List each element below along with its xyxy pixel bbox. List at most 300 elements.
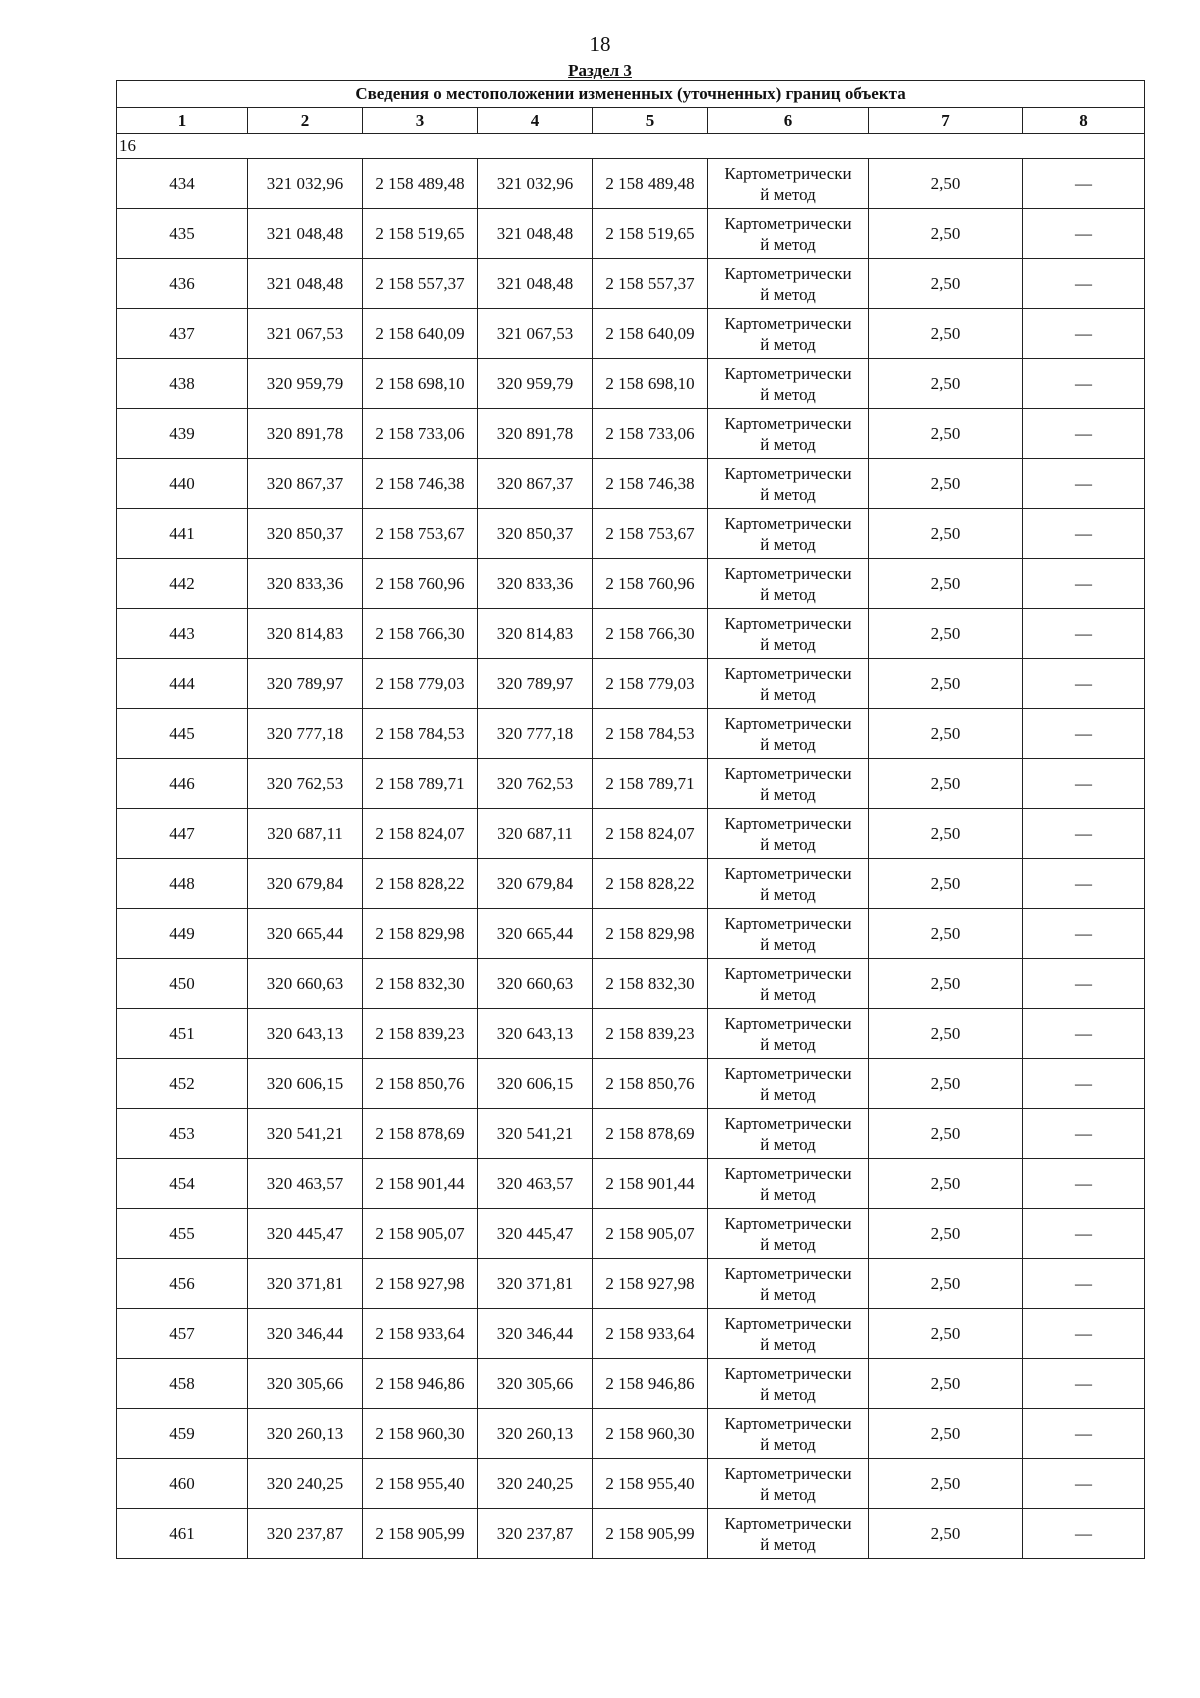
method-line-2: й метод <box>760 284 816 304</box>
cell-y2: 2 158 640,09 <box>593 309 708 359</box>
cell-x1: 320 891,78 <box>248 409 363 459</box>
cell-note: — <box>1023 1509 1145 1559</box>
method-line-1: Картометрически <box>724 413 852 433</box>
cell-n: 453 <box>117 1109 248 1159</box>
method-line-1: Картометрически <box>724 1413 852 1433</box>
cell-method <box>708 209 869 259</box>
table-row <box>117 1059 1145 1109</box>
method-line-1: Картометрически <box>724 463 852 483</box>
table-row <box>117 559 1145 609</box>
cell-n: 446 <box>117 759 248 809</box>
method-line-2: й метод <box>760 734 816 754</box>
cell-y2: 2 158 519,65 <box>593 209 708 259</box>
cell-y1: 2 158 698,10 <box>363 359 478 409</box>
cell-accuracy: 2,50 <box>869 409 1023 459</box>
cell-y2: 2 158 557,37 <box>593 259 708 309</box>
cell-n: 459 <box>117 1409 248 1459</box>
table-row <box>117 259 1145 309</box>
table-row <box>117 1159 1145 1209</box>
cell-x1: 320 777,18 <box>248 709 363 759</box>
cell-y2: 2 158 760,96 <box>593 559 708 609</box>
cell-y1: 2 158 784,53 <box>363 709 478 759</box>
column-number: 5 <box>593 108 708 134</box>
cell-y2: 2 158 946,86 <box>593 1359 708 1409</box>
cell-method <box>708 809 869 859</box>
table-row <box>117 609 1145 659</box>
cell-y2: 2 158 832,30 <box>593 959 708 1009</box>
cell-x2: 320 260,13 <box>478 1409 593 1459</box>
cell-n: 440 <box>117 459 248 509</box>
cell-accuracy: 2,50 <box>869 1459 1023 1509</box>
method-line-2: й метод <box>760 784 816 804</box>
method-line-1: Картометрически <box>724 563 852 583</box>
cell-note: — <box>1023 409 1145 459</box>
cell-n: 444 <box>117 659 248 709</box>
table-row <box>117 809 1145 859</box>
table-row <box>117 359 1145 409</box>
cell-x1: 321 067,53 <box>248 309 363 359</box>
cell-method <box>708 859 869 909</box>
cell-n: 447 <box>117 809 248 859</box>
method-line-2: й метод <box>760 184 816 204</box>
method-line-2: й метод <box>760 1484 816 1504</box>
cell-x1: 320 371,81 <box>248 1259 363 1309</box>
method-line-2: й метод <box>760 684 816 704</box>
cell-accuracy: 2,50 <box>869 1009 1023 1059</box>
cell-n: 434 <box>117 159 248 209</box>
cell-x2: 320 445,47 <box>478 1209 593 1259</box>
table-row <box>117 959 1145 1009</box>
cell-note: — <box>1023 259 1145 309</box>
method-line-1: Картометрически <box>724 613 852 633</box>
method-line-2: й метод <box>760 934 816 954</box>
cell-n: 443 <box>117 609 248 659</box>
cell-accuracy: 2,50 <box>869 159 1023 209</box>
cell-accuracy: 2,50 <box>869 909 1023 959</box>
cell-x2: 320 237,87 <box>478 1509 593 1559</box>
method-line-2: й метод <box>760 234 816 254</box>
table-row <box>117 1409 1145 1459</box>
cell-y1: 2 158 933,64 <box>363 1309 478 1359</box>
cell-method <box>708 459 869 509</box>
method-line-1: Картометрически <box>724 1363 852 1383</box>
cell-note: — <box>1023 359 1145 409</box>
cell-n: 460 <box>117 1459 248 1509</box>
cell-n: 448 <box>117 859 248 909</box>
cell-note: — <box>1023 859 1145 909</box>
table-row <box>117 159 1145 209</box>
cell-x1: 320 867,37 <box>248 459 363 509</box>
cell-x2: 320 643,13 <box>478 1009 593 1059</box>
cell-note: — <box>1023 1209 1145 1259</box>
method-line-1: Картометрически <box>724 1263 852 1283</box>
cell-y2: 2 158 933,64 <box>593 1309 708 1359</box>
table-row <box>117 1459 1145 1509</box>
cell-note: — <box>1023 909 1145 959</box>
cell-y1: 2 158 519,65 <box>363 209 478 259</box>
table-caption: Сведения о местоположении измененных (уточненных) границ объекта <box>117 81 1145 108</box>
cell-x1: 320 789,97 <box>248 659 363 709</box>
method-line-2: й метод <box>760 384 816 404</box>
table-row <box>117 759 1145 809</box>
cell-x1: 320 237,87 <box>248 1509 363 1559</box>
boundary-table <box>116 80 1145 1559</box>
cell-method <box>708 359 869 409</box>
table-row <box>117 509 1145 559</box>
cell-n: 435 <box>117 209 248 259</box>
cell-x2: 320 789,97 <box>478 659 593 709</box>
cell-method <box>708 559 869 609</box>
cell-note: — <box>1023 1359 1145 1409</box>
cell-x2: 320 833,36 <box>478 559 593 609</box>
method-line-1: Картометрически <box>724 713 852 733</box>
method-line-2: й метод <box>760 484 816 504</box>
cell-y2: 2 158 955,40 <box>593 1459 708 1509</box>
table-row <box>117 1509 1145 1559</box>
method-line-1: Картометрически <box>724 1513 852 1533</box>
method-line-1: Картометрически <box>724 1313 852 1333</box>
method-line-1: Картометрически <box>724 813 852 833</box>
method-line-1: Картометрически <box>724 1113 852 1133</box>
cell-n: 439 <box>117 409 248 459</box>
method-line-2: й метод <box>760 1534 816 1554</box>
cell-note: — <box>1023 309 1145 359</box>
table-row <box>117 909 1145 959</box>
cell-note: — <box>1023 209 1145 259</box>
cell-n: 445 <box>117 709 248 759</box>
page-number: 18 <box>589 32 611 56</box>
method-line-2: й метод <box>760 1034 816 1054</box>
cell-method <box>708 1509 869 1559</box>
cell-n: 442 <box>117 559 248 609</box>
cell-x1: 320 959,79 <box>248 359 363 409</box>
cell-note: — <box>1023 1059 1145 1109</box>
method-line-2: й метод <box>760 1334 816 1354</box>
cell-y2: 2 158 698,10 <box>593 359 708 409</box>
cell-x1: 320 850,37 <box>248 509 363 559</box>
cell-y1: 2 158 905,07 <box>363 1209 478 1259</box>
method-line-2: й метод <box>760 984 816 1004</box>
table-row <box>117 459 1145 509</box>
cell-x2: 320 665,44 <box>478 909 593 959</box>
method-line-1: Картометрически <box>724 313 852 333</box>
cell-x1: 320 814,83 <box>248 609 363 659</box>
cell-y1: 2 158 905,99 <box>363 1509 478 1559</box>
cell-n: 454 <box>117 1159 248 1209</box>
cell-y2: 2 158 733,06 <box>593 409 708 459</box>
column-number: 7 <box>869 108 1023 134</box>
cell-x2: 321 048,48 <box>478 259 593 309</box>
cell-n: 455 <box>117 1209 248 1259</box>
cell-x1: 320 833,36 <box>248 559 363 609</box>
cell-method <box>708 659 869 709</box>
cell-y1: 2 158 901,44 <box>363 1159 478 1209</box>
cell-method <box>708 1009 869 1059</box>
cell-y1: 2 158 828,22 <box>363 859 478 909</box>
cell-note: — <box>1023 659 1145 709</box>
method-line-1: Картометрически <box>724 763 852 783</box>
cell-note: — <box>1023 759 1145 809</box>
cell-y1: 2 158 955,40 <box>363 1459 478 1509</box>
cell-x2: 320 850,37 <box>478 509 593 559</box>
cell-x2: 320 305,66 <box>478 1359 593 1409</box>
cell-y1: 2 158 878,69 <box>363 1109 478 1159</box>
cell-y1: 2 158 746,38 <box>363 459 478 509</box>
cell-accuracy: 2,50 <box>869 1509 1023 1559</box>
cell-y2: 2 158 905,99 <box>593 1509 708 1559</box>
cell-method <box>708 259 869 309</box>
column-number-row <box>117 108 1145 134</box>
cell-x2: 320 463,57 <box>478 1159 593 1209</box>
cell-y1: 2 158 640,09 <box>363 309 478 359</box>
method-line-2: й метод <box>760 1084 816 1104</box>
cell-y1: 2 158 850,76 <box>363 1059 478 1109</box>
cell-accuracy: 2,50 <box>869 1359 1023 1409</box>
cell-y2: 2 158 824,07 <box>593 809 708 859</box>
cell-x1: 320 606,15 <box>248 1059 363 1109</box>
cell-x1: 320 643,13 <box>248 1009 363 1059</box>
cell-x2: 320 867,37 <box>478 459 593 509</box>
cell-n: 452 <box>117 1059 248 1109</box>
cell-x1: 320 762,53 <box>248 759 363 809</box>
cell-x2: 320 891,78 <box>478 409 593 459</box>
cell-method <box>708 909 869 959</box>
cell-x1: 320 541,21 <box>248 1109 363 1159</box>
cell-y1: 2 158 733,06 <box>363 409 478 459</box>
cell-n: 449 <box>117 909 248 959</box>
cell-method <box>708 1409 869 1459</box>
method-line-2: й метод <box>760 534 816 554</box>
cell-y2: 2 158 905,07 <box>593 1209 708 1259</box>
cell-n: 441 <box>117 509 248 559</box>
cell-y2: 2 158 850,76 <box>593 1059 708 1109</box>
cell-y1: 2 158 760,96 <box>363 559 478 609</box>
cell-x2: 320 541,21 <box>478 1109 593 1159</box>
cell-method <box>708 1109 869 1159</box>
cell-x2: 320 371,81 <box>478 1259 593 1309</box>
cell-x1: 320 687,11 <box>248 809 363 859</box>
cell-x2: 321 048,48 <box>478 209 593 259</box>
column-number: 1 <box>117 108 248 134</box>
table-row <box>117 1209 1145 1259</box>
cell-x2: 320 660,63 <box>478 959 593 1009</box>
method-line-1: Картометрически <box>724 213 852 233</box>
cell-note: — <box>1023 1459 1145 1509</box>
cell-note: — <box>1023 609 1145 659</box>
method-line-2: й метод <box>760 1234 816 1254</box>
method-line-2: й метод <box>760 834 816 854</box>
cell-accuracy: 2,50 <box>869 1209 1023 1259</box>
table-row <box>117 1259 1145 1309</box>
method-line-1: Картометрически <box>724 263 852 283</box>
cell-accuracy: 2,50 <box>869 1109 1023 1159</box>
cell-y2: 2 158 489,48 <box>593 159 708 209</box>
cell-n: 456 <box>117 1259 248 1309</box>
cell-method <box>708 1309 869 1359</box>
cell-x2: 320 959,79 <box>478 359 593 409</box>
cell-y1: 2 158 839,23 <box>363 1009 478 1059</box>
cell-x1: 321 032,96 <box>248 159 363 209</box>
cell-accuracy: 2,50 <box>869 359 1023 409</box>
column-number: 2 <box>248 108 363 134</box>
cell-y1: 2 158 779,03 <box>363 659 478 709</box>
column-number: 6 <box>708 108 869 134</box>
cell-accuracy: 2,50 <box>869 1409 1023 1459</box>
cell-y1: 2 158 832,30 <box>363 959 478 1009</box>
cell-accuracy: 2,50 <box>869 709 1023 759</box>
cell-x2: 320 346,44 <box>478 1309 593 1359</box>
cell-y2: 2 158 878,69 <box>593 1109 708 1159</box>
table-row <box>117 709 1145 759</box>
cell-note: — <box>1023 809 1145 859</box>
cell-x2: 320 240,25 <box>478 1459 593 1509</box>
method-line-2: й метод <box>760 1384 816 1404</box>
method-line-2: й метод <box>760 334 816 354</box>
cell-y2: 2 158 779,03 <box>593 659 708 709</box>
cell-y1: 2 158 789,71 <box>363 759 478 809</box>
table-row <box>117 1009 1145 1059</box>
cell-accuracy: 2,50 <box>869 609 1023 659</box>
cell-method <box>708 309 869 359</box>
cell-y1: 2 158 960,30 <box>363 1409 478 1459</box>
method-line-1: Картометрически <box>724 1163 852 1183</box>
cell-note: — <box>1023 959 1145 1009</box>
cell-note: — <box>1023 1309 1145 1359</box>
cell-x2: 320 762,53 <box>478 759 593 809</box>
cell-method <box>708 159 869 209</box>
cell-accuracy: 2,50 <box>869 1159 1023 1209</box>
column-number: 4 <box>478 108 593 134</box>
cell-n: 437 <box>117 309 248 359</box>
cell-x1: 320 660,63 <box>248 959 363 1009</box>
cell-y2: 2 158 753,67 <box>593 509 708 559</box>
table-body <box>117 134 1145 1559</box>
cell-x2: 320 777,18 <box>478 709 593 759</box>
method-line-1: Картометрически <box>724 1013 852 1033</box>
cell-n: 457 <box>117 1309 248 1359</box>
cell-x1: 320 463,57 <box>248 1159 363 1209</box>
cell-note: — <box>1023 1159 1145 1209</box>
method-line-2: й метод <box>760 1134 816 1154</box>
cell-method <box>708 609 869 659</box>
cell-y1: 2 158 946,86 <box>363 1359 478 1409</box>
cell-y1: 2 158 557,37 <box>363 259 478 309</box>
section-title: Раздел 3 <box>568 61 632 80</box>
method-line-1: Картометрически <box>724 1063 852 1083</box>
cell-method <box>708 759 869 809</box>
method-line-2: й метод <box>760 1284 816 1304</box>
cell-y2: 2 158 960,30 <box>593 1409 708 1459</box>
cell-x1: 321 048,48 <box>248 209 363 259</box>
column-number: 3 <box>363 108 478 134</box>
cell-x1: 321 048,48 <box>248 259 363 309</box>
cell-y1: 2 158 824,07 <box>363 809 478 859</box>
cell-n: 458 <box>117 1359 248 1409</box>
cell-method <box>708 1359 869 1409</box>
cell-method <box>708 959 869 1009</box>
cell-x2: 321 032,96 <box>478 159 593 209</box>
method-line-1: Картометрически <box>724 1463 852 1483</box>
cell-accuracy: 2,50 <box>869 209 1023 259</box>
cell-x1: 320 445,47 <box>248 1209 363 1259</box>
cell-note: — <box>1023 459 1145 509</box>
cell-y2: 2 158 789,71 <box>593 759 708 809</box>
cell-x2: 320 687,11 <box>478 809 593 859</box>
cell-accuracy: 2,50 <box>869 309 1023 359</box>
cell-accuracy: 2,50 <box>869 859 1023 909</box>
cell-accuracy: 2,50 <box>869 659 1023 709</box>
cell-method <box>708 1159 869 1209</box>
table-row <box>117 209 1145 259</box>
cell-y1: 2 158 489,48 <box>363 159 478 209</box>
cell-note: — <box>1023 709 1145 759</box>
method-line-2: й метод <box>760 884 816 904</box>
method-line-2: й метод <box>760 634 816 654</box>
cell-y1: 2 158 753,67 <box>363 509 478 559</box>
cell-accuracy: 2,50 <box>869 559 1023 609</box>
cell-x1: 320 305,66 <box>248 1359 363 1409</box>
table-row <box>117 409 1145 459</box>
cell-x1: 320 260,13 <box>248 1409 363 1459</box>
cell-y2: 2 158 927,98 <box>593 1259 708 1309</box>
group-label: 16 <box>117 134 1145 159</box>
method-line-2: й метод <box>760 584 816 604</box>
method-line-1: Картометрически <box>724 863 852 883</box>
cell-accuracy: 2,50 <box>869 1259 1023 1309</box>
cell-y2: 2 158 784,53 <box>593 709 708 759</box>
cell-x1: 320 346,44 <box>248 1309 363 1359</box>
table-row <box>117 659 1145 709</box>
cell-accuracy: 2,50 <box>869 259 1023 309</box>
method-line-1: Картометрически <box>724 513 852 533</box>
cell-method <box>708 1459 869 1509</box>
table-row <box>117 1109 1145 1159</box>
cell-method <box>708 409 869 459</box>
cell-n: 461 <box>117 1509 248 1559</box>
cell-y1: 2 158 766,30 <box>363 609 478 659</box>
cell-y2: 2 158 839,23 <box>593 1009 708 1059</box>
cell-x1: 320 240,25 <box>248 1459 363 1509</box>
method-line-2: й метод <box>760 1184 816 1204</box>
cell-accuracy: 2,50 <box>869 1059 1023 1109</box>
cell-y2: 2 158 746,38 <box>593 459 708 509</box>
cell-y2: 2 158 766,30 <box>593 609 708 659</box>
method-line-1: Картометрически <box>724 963 852 983</box>
cell-method <box>708 709 869 759</box>
cell-x2: 321 067,53 <box>478 309 593 359</box>
cell-note: — <box>1023 1259 1145 1309</box>
cell-x2: 320 814,83 <box>478 609 593 659</box>
cell-y2: 2 158 901,44 <box>593 1159 708 1209</box>
cell-y2: 2 158 828,22 <box>593 859 708 909</box>
cell-accuracy: 2,50 <box>869 1309 1023 1359</box>
method-line-1: Картометрически <box>724 163 852 183</box>
method-line-1: Картометрически <box>724 363 852 383</box>
cell-accuracy: 2,50 <box>869 809 1023 859</box>
method-line-1: Картометрически <box>724 663 852 683</box>
method-line-1: Картометрически <box>724 1213 852 1233</box>
cell-note: — <box>1023 559 1145 609</box>
cell-accuracy: 2,50 <box>869 509 1023 559</box>
cell-note: — <box>1023 159 1145 209</box>
method-line-2: й метод <box>760 1434 816 1454</box>
method-line-2: й метод <box>760 434 816 454</box>
cell-n: 451 <box>117 1009 248 1059</box>
cell-accuracy: 2,50 <box>869 759 1023 809</box>
cell-x1: 320 665,44 <box>248 909 363 959</box>
cell-n: 450 <box>117 959 248 1009</box>
cell-accuracy: 2,50 <box>869 959 1023 1009</box>
